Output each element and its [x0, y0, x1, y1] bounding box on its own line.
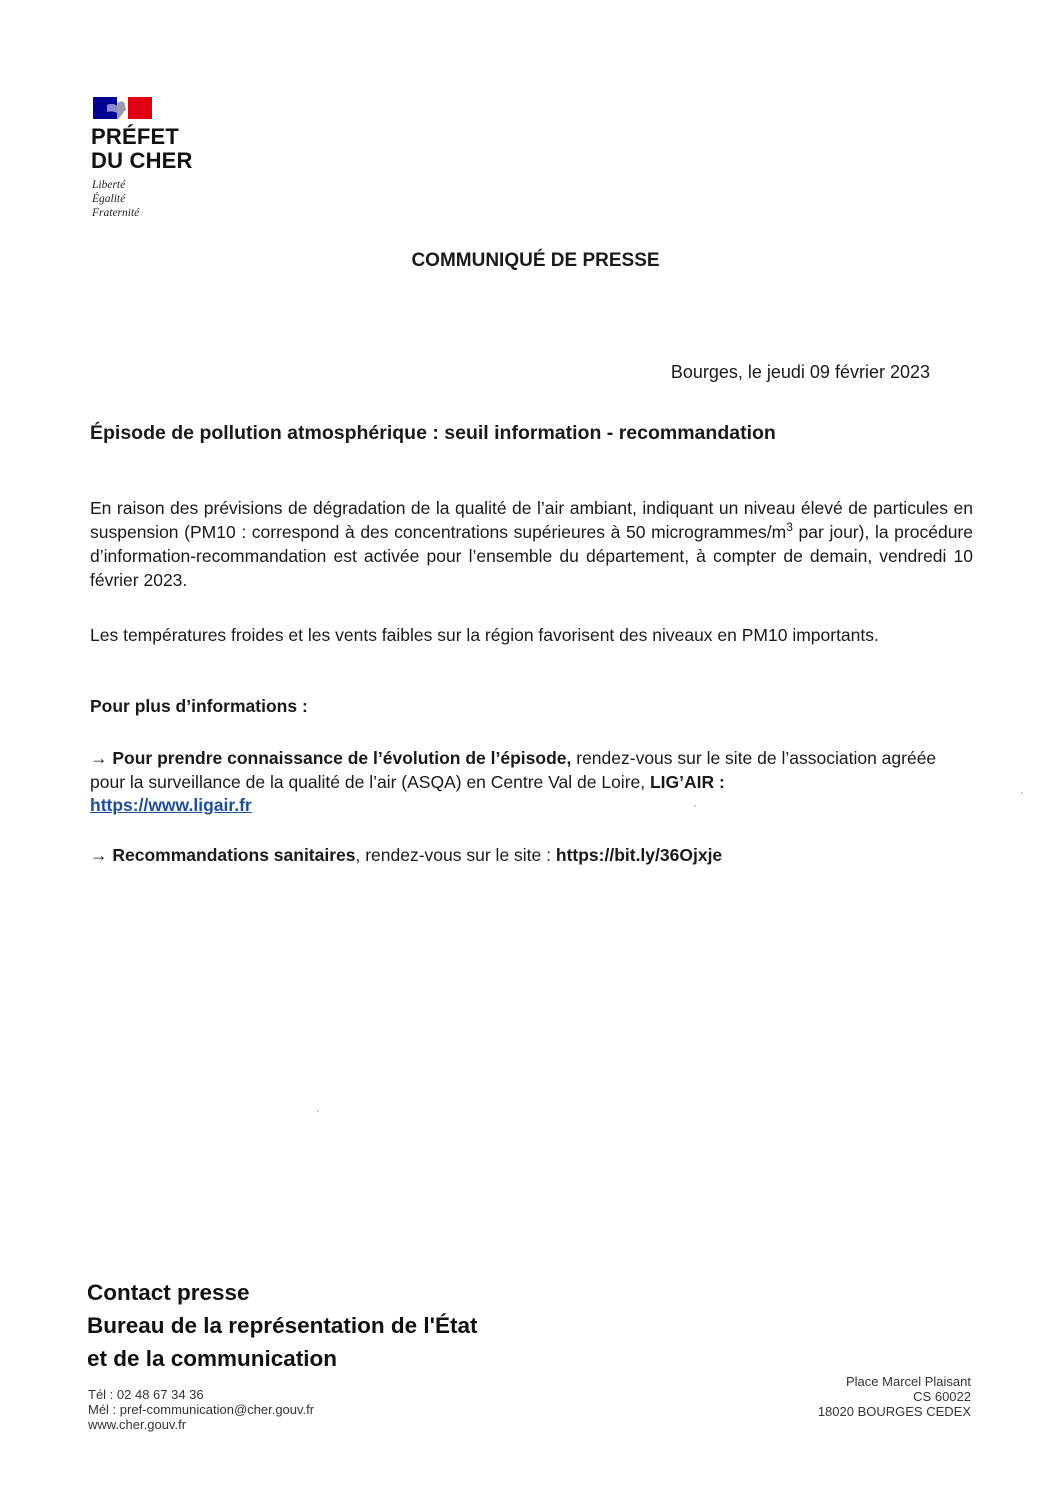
body-paragraph-health — [90, 843, 973, 867]
p5-text: , rendez-vous sur le site : — [355, 845, 556, 865]
press-contact — [87, 1276, 477, 1375]
document-subject: Épisode de pollution atmosphérique : seuil information - recommandation — [90, 422, 776, 444]
p4-text: rendez-vous sur le site de l’association agréée pour la surveillance de la qualité de l’air (ASQA) en Centre Val de Loire, — [90, 748, 937, 792]
contact-line-1: Contact presse — [87, 1280, 250, 1305]
p4-bold-lead: → Pour prendre connaissance de l’évolution de l’épisode, — [90, 748, 572, 768]
body-paragraph-1 — [90, 496, 973, 592]
contact-line-2: Bureau de la représentation de l'État — [87, 1313, 478, 1338]
contact-website[interactable]: www.cher.gouv.fr — [88, 1417, 187, 1432]
body-paragraph-2: Les températures froides et les vents faibles sur la région favorisent des niveaux en PM10 importants. — [90, 625, 879, 645]
document-type-heading: COMMUNIQUÉ DE PRESSE — [411, 250, 660, 271]
scan-speck — [1021, 792, 1023, 794]
contact-email[interactable]: Mél : pref-communication@cher.gouv.fr — [88, 1402, 315, 1417]
p5-bold-lead: → Recommandations sanitaires — [90, 845, 356, 865]
ligair-link[interactable]: https://www.ligair.fr — [90, 795, 252, 815]
document-date: Bourges, le jeudi 09 février 2023 — [670, 362, 930, 382]
ligair-label: LIG’AIR : — [649, 771, 725, 792]
motto-egalite: Égalité — [92, 193, 126, 205]
contact-tel: Tél : 02 48 67 34 36 — [88, 1387, 204, 1402]
motto-liberte: Liberté — [92, 179, 126, 191]
contact-line-3: et de la communication — [87, 1346, 338, 1371]
address-line-3: 18020 BOURGES CEDEX — [817, 1404, 971, 1419]
republic-motto — [92, 178, 139, 220]
address-line-1: Place Marcel Plaisant — [846, 1374, 971, 1389]
p1-text-before: En raison des prévisions de dégradation de la qualité de l’air ambiant, indiquant un niveau élevé de particules en suspension (PM10 : correspond à des concentrations supérieures à 50 microgrammes/m — [90, 498, 973, 542]
health-link[interactable]: https://bit.ly/36Ojxje — [555, 845, 723, 865]
body-paragraph-ligair — [90, 747, 973, 818]
motto-fraternite: Fraternité — [92, 207, 140, 219]
logo-title-line1: PRÉFET — [91, 124, 179, 149]
more-info-heading: Pour plus d’informations : — [90, 696, 308, 716]
superscript-3: 3 — [786, 520, 793, 535]
p1-text-after: par jour), la procédure d’information-recommandation est activée pour l’ensemble du département, à compter de demain, vendredi 10 février 2023. — [90, 522, 973, 590]
logo-title — [91, 125, 193, 173]
marianne-logo-icon — [93, 97, 152, 119]
logo-title-line2: DU CHER — [91, 148, 193, 173]
postal-address — [818, 1374, 971, 1419]
contact-details — [88, 1387, 314, 1432]
address-line-2: CS 60022 — [913, 1389, 971, 1404]
scan-speck — [694, 805, 696, 807]
scan-speck — [317, 1110, 319, 1112]
